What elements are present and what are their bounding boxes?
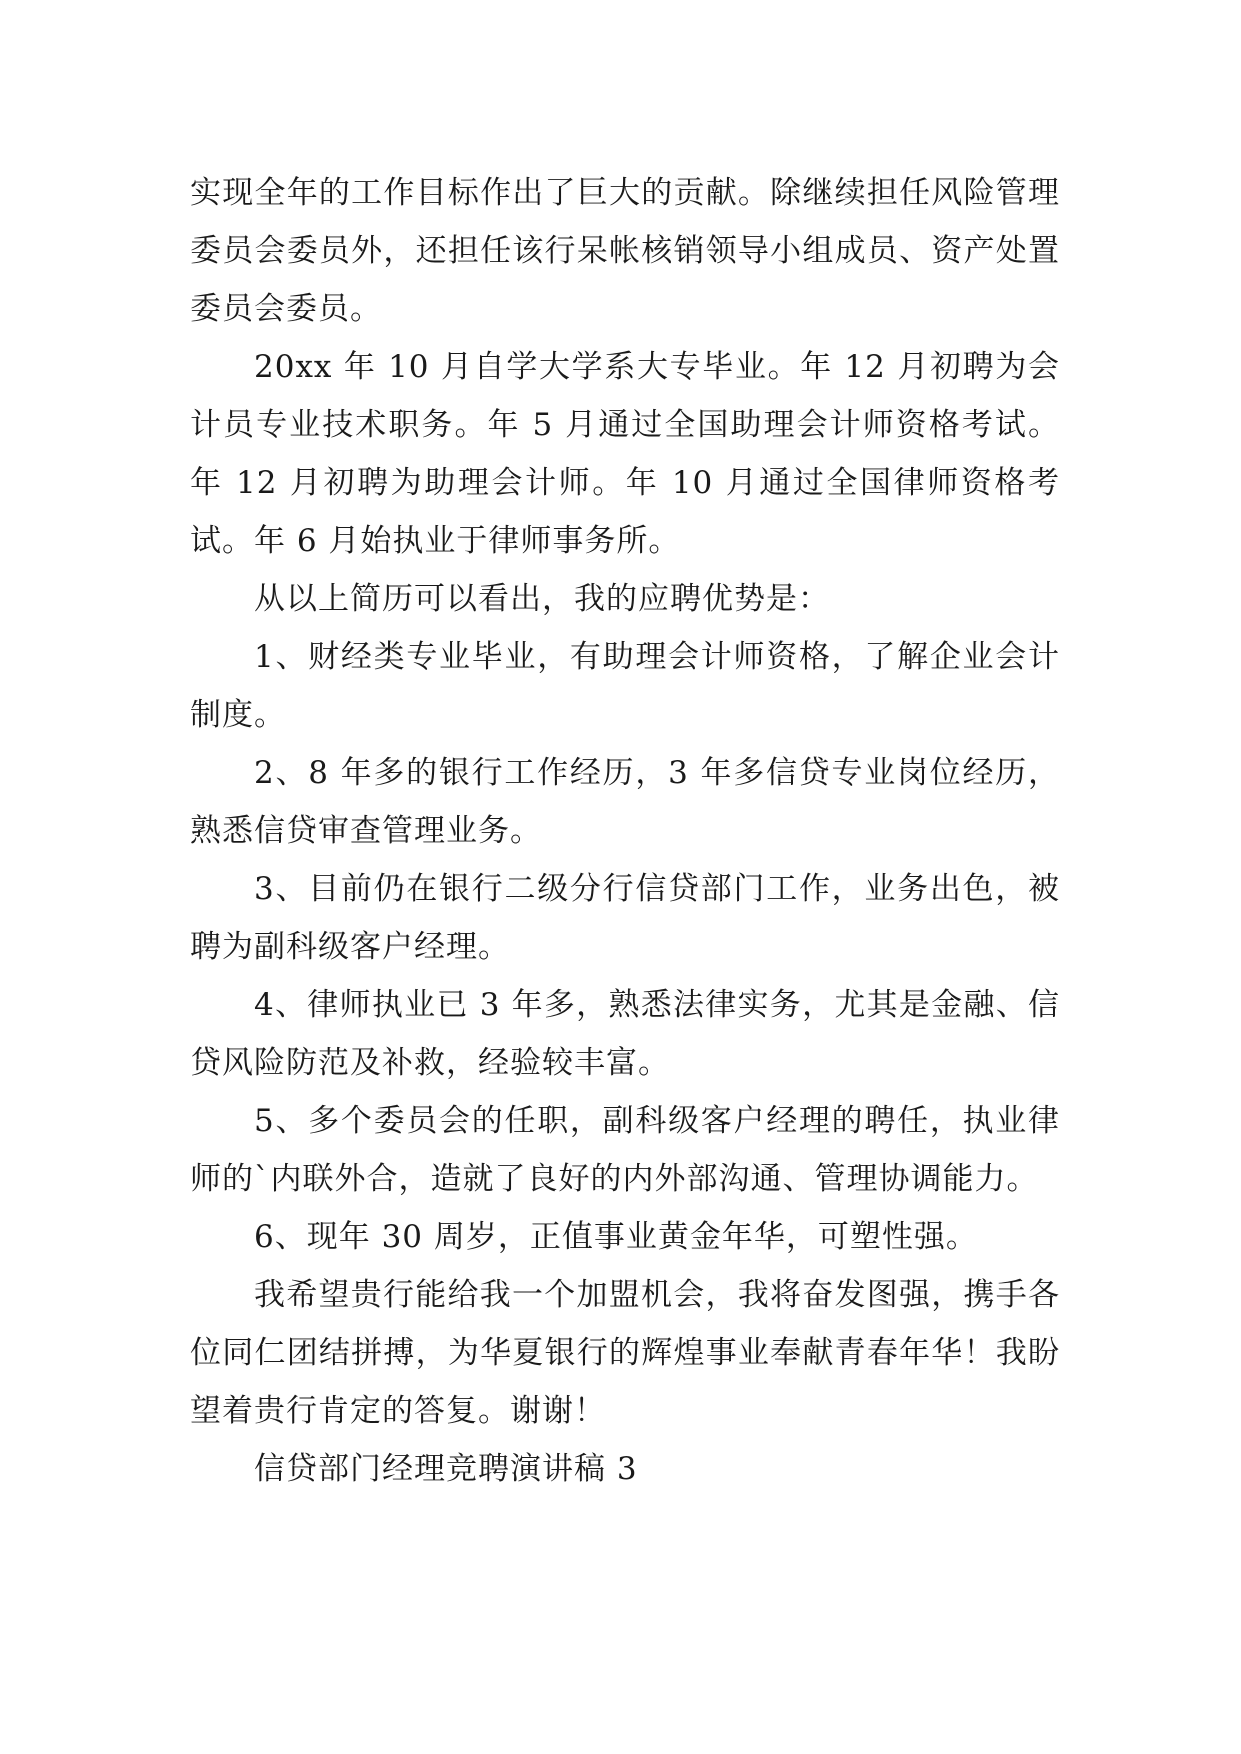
paragraph-2: 20xx 年 10 月自学大学系大专毕业。年 12 月初聘为会计员专业技术职务。年 5 月通过全国助理会计师资格考试。年 12 月初聘为助理会计师。年 10 月通过全国律师资格考试。年 6 月始执业于律师事务所。 [190,349,1060,559]
paragraph-7: 4、律师执业已 3 年多，熟悉法律实务，尤其是金融、信贷风险防范及补救，经验较丰富。 [190,987,1060,1081]
paragraph-5: 2、8 年多的银行工作经历，3 年多信贷专业岗位经历，熟悉信贷审查管理业务。 [190,755,1060,849]
paragraph-8: 5、多个委员会的任职，副科级客户经理的聘任，执业律师的`内联外合，造就了良好的内外部沟通、管理协调能力。 [190,1103,1060,1197]
paragraph-4: 1、财经类专业毕业，有助理会计师资格，了解企业会计制度。 [190,639,1060,733]
paragraph-1: 实现全年的工作目标作出了巨大的贡献。除继续担任风险管理委员会委员外，还担任该行呆帐核销领导小组成员、资产处置委员会委员。 [190,175,1060,327]
paragraph-10: 我希望贵行能给我一个加盟机会，我将奋发图强，携手各位同仁团结拼搏，为华夏银行的辉煌事业奉献青春年华！我盼望着贵行肯定的答复。谢谢！ [190,1277,1060,1429]
paragraph-6: 3、目前仍在银行二级分行信贷部门工作，业务出色，被聘为副科级客户经理。 [190,871,1060,965]
paragraph-9: 6、现年 30 周岁，正值事业黄金年华，可塑性强。 [254,1219,978,1255]
section-heading: 信贷部门经理竞聘演讲稿 3 [254,1451,638,1487]
paragraph-3: 从以上简历可以看出，我的应聘优势是： [254,581,830,617]
document-body [190,164,1060,1498]
